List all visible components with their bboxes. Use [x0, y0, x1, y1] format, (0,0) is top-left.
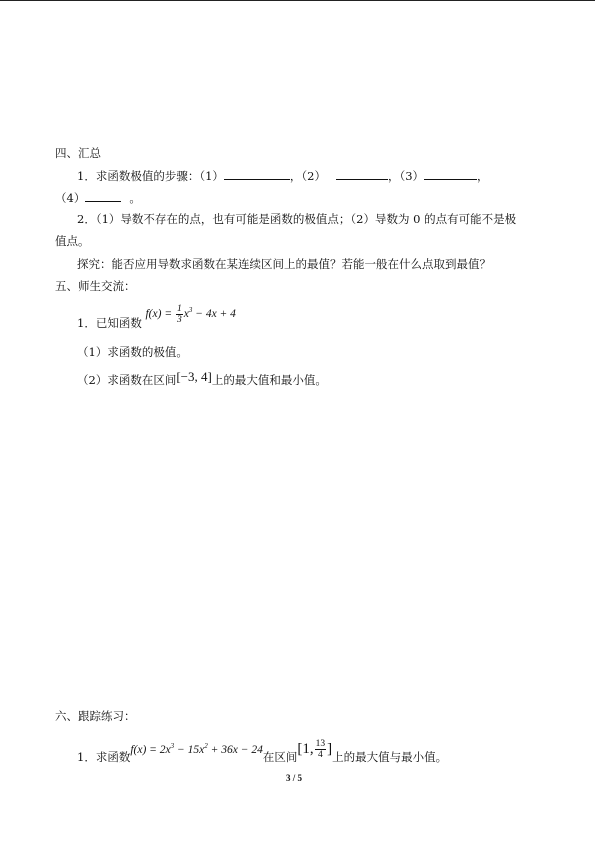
- practice-q1-prefix: 1．求函数: [77, 749, 131, 764]
- discussion-sub-2-suffix: 上的最大值和最小值。: [211, 373, 327, 387]
- answer-blank-2[interactable]: [336, 168, 388, 180]
- practice-q1-mid: 在区间: [262, 749, 298, 764]
- practice-q1-suffix: 上的最大值与最小值。: [332, 749, 448, 764]
- formula-part-b: − 15x: [174, 743, 205, 756]
- answer-blank-1[interactable]: [224, 168, 290, 180]
- interval-right: ]: [327, 740, 333, 757]
- formula-exponent-2: 2: [204, 742, 208, 750]
- summary-item-2-line1: 2．（1）导数不存在的点，也有可能是函数的极值点；（2）导数为 0 的点有可能不是极: [77, 212, 517, 226]
- discussion-q1-formula: [145, 303, 236, 325]
- discussion-question-1: [77, 300, 236, 334]
- answer-blank-3[interactable]: [424, 168, 477, 180]
- summary-item-1-p2: ，（2）: [289, 169, 326, 183]
- formula-exponent-3: 3: [170, 742, 175, 750]
- discussion-q1-prefix: 1．已知函数: [77, 315, 142, 330]
- summary-item-1-prefix: 1．求函数极值的步骤：（1）: [77, 169, 224, 183]
- discussion-sub-1: （1）求函数的极值。: [77, 345, 188, 359]
- explore-question: 探究：能否应用导数求函数在某连续区间上的最值？若能一般在什么点取到最值？: [77, 257, 491, 271]
- fraction-denominator: 4: [318, 749, 323, 760]
- interval-neg3-4: [−3, 4]: [176, 369, 212, 384]
- interval-left: [1,: [297, 740, 314, 757]
- formula-lhs: f(x) =: [145, 307, 173, 320]
- summary-item-1-line2: [55, 190, 141, 205]
- discussion-sub-2: [77, 369, 327, 387]
- formula-var-x: x: [183, 307, 189, 320]
- interval-1-13over4: [297, 738, 333, 760]
- section-heading-summary: 四、汇总: [55, 146, 101, 160]
- discussion-sub-2-prefix: （2）求函数在区间: [77, 373, 177, 387]
- summary-item-2-line2: 值点。: [55, 234, 90, 248]
- summary-item-1-end: ，: [477, 169, 489, 183]
- summary-item-1-p3: ，（3）: [387, 169, 425, 183]
- summary-item-1-period: 。: [129, 191, 141, 205]
- page-top-rule: [0, 0, 595, 1]
- fraction-numerator: 13: [315, 738, 326, 749]
- page-number: 3 / 5: [286, 773, 303, 783]
- fraction-13-over-4: [315, 739, 327, 760]
- fraction-numerator: 1: [176, 303, 182, 314]
- practice-question-1: [77, 733, 447, 767]
- summary-item-1-p4: （4）: [55, 191, 86, 205]
- formula-rhs: − 4x + 4: [195, 307, 236, 320]
- summary-item-1: [77, 168, 489, 183]
- fraction-one-third: [176, 304, 183, 325]
- formula-part-c: + 36x − 24: [207, 743, 263, 756]
- practice-q1-formula: [130, 744, 263, 756]
- section-heading-discussion: 五、师生交流：: [55, 279, 136, 293]
- fraction-denominator: 3: [176, 314, 182, 325]
- section-heading-practice: 六、跟踪练习：: [55, 709, 136, 723]
- formula-part-a: f(x) = 2x: [130, 743, 171, 756]
- answer-blank-4[interactable]: [85, 190, 121, 202]
- formula-exponent: 3: [188, 306, 193, 314]
